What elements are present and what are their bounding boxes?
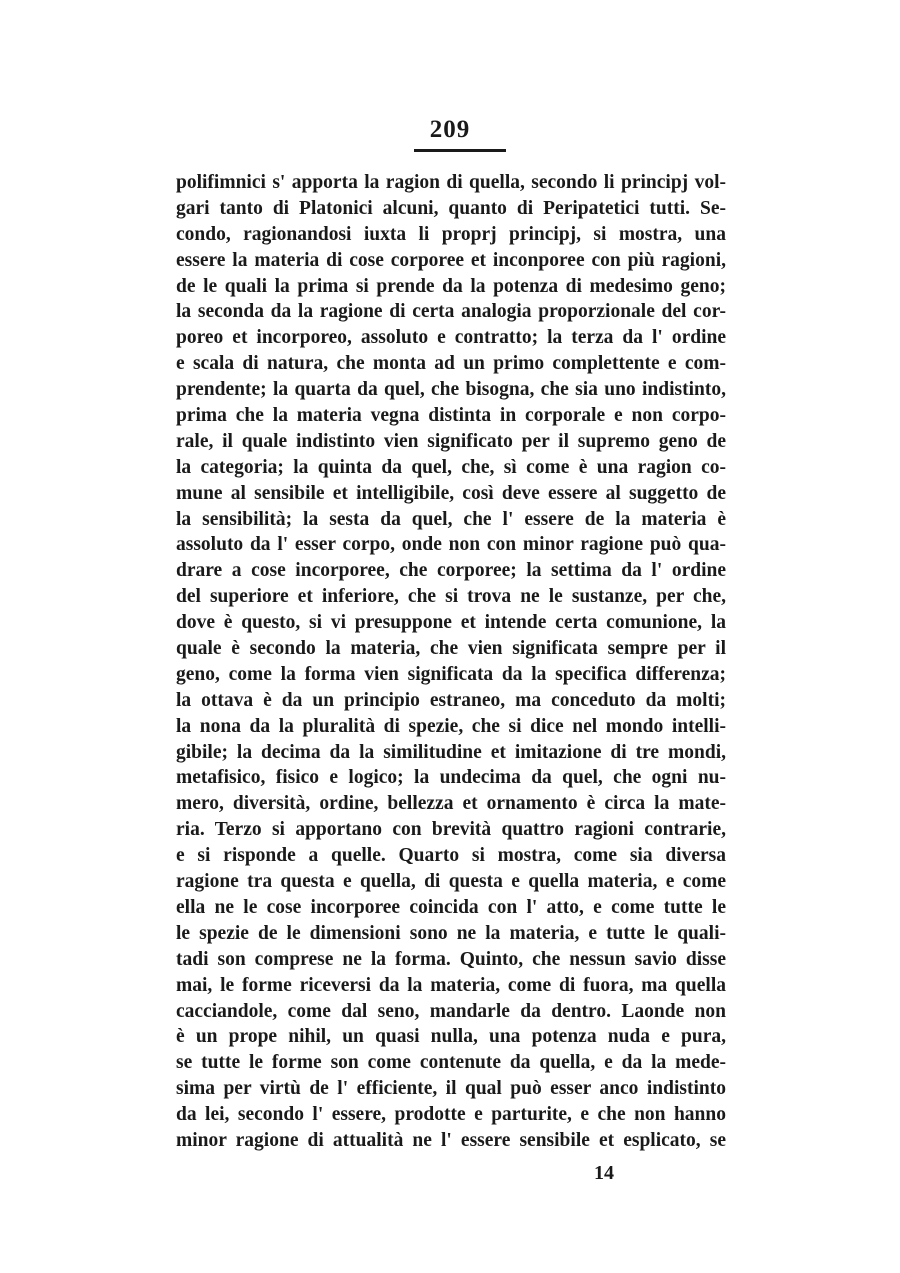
text-line: ella ne le cose incorporee coincida con l' atto, e come tutte le: [176, 896, 726, 918]
text-line: tadi son comprese ne la forma. Quinto, che nessun savio disse: [176, 948, 726, 970]
text-line: dove è questo, si vi presuppone et intende certa comunione, la: [176, 612, 726, 634]
text-line: la categoria; la quinta da quel, che, sì come è una ragion co-: [176, 456, 726, 478]
text-line: mai, le forme riceversi da la materia, come di fuora, ma quella: [176, 974, 726, 996]
text-line: quale è secondo la materia, che vien significata sempre per il: [176, 638, 726, 660]
text-line: prima che la materia vegna distinta in corporale e non corpo-: [176, 405, 726, 427]
text-line: ria. Terzo si apportano con brevità quattro ragioni contrarie,: [176, 819, 726, 841]
body-text: [176, 170, 726, 1154]
text-line: mune al sensibile et intelligibile, così deve essere al suggetto de: [176, 482, 726, 504]
text-line: le spezie de le dimensioni sono ne la materia, e tutte le quali-: [176, 922, 726, 944]
text-line: se tutte le forme son come contenute da quella, e da la mede-: [176, 1052, 726, 1074]
header-rule: [414, 149, 506, 152]
text-line: è un prope nihil, un quasi nulla, una potenza nuda e pura,: [176, 1026, 726, 1048]
text-line: poreo et incorporeo, assoluto e contratto; la terza da l' ordine: [176, 327, 726, 349]
text-line: assoluto da l' esser corpo, onde non con minor ragione può qua-: [176, 534, 726, 556]
text-line: essere la materia di cose corporee et inconporee con più ragioni,: [176, 249, 726, 271]
text-line: gari tanto di Platonici alcuni, quanto di Peripatetici tutti. Se-: [176, 197, 726, 219]
text-line: sima per virtù de l' efficiente, il qual può esser anco indistinto: [176, 1078, 726, 1100]
text-line: mero, diversità, ordine, bellezza et ornamento è circa la mate-: [176, 793, 726, 815]
signature-mark: 14: [594, 1162, 614, 1184]
text-line: del superiore et inferiore, che si trova ne le sustanze, per che,: [176, 586, 726, 608]
text-line: de le quali la prima si prende da la potenza di medesimo geno;: [176, 275, 726, 297]
text-line: geno, come la forma vien significata da la specifica differenza;: [176, 663, 726, 685]
text-line: ragione tra questa e quella, di questa e quella materia, e come: [176, 871, 726, 893]
text-line: da lei, secondo l' essere, prodotte e parturite, e che non hanno: [176, 1104, 726, 1126]
text-line: condo, ragionandosi iuxta li proprj principj, si mostra, una: [176, 223, 726, 245]
text-line: la ottava è da un principio estraneo, ma conceduto da molti;: [176, 689, 726, 711]
text-line: la nona da la pluralità di spezie, che si dice nel mondo intelli-: [176, 715, 726, 737]
text-line: la seconda da la ragione di certa analogia proporzionale del cor-: [176, 301, 726, 323]
text-line: e scala di natura, che monta ad un primo complettente e com-: [176, 353, 726, 375]
text-line: e si risponde a quelle. Quarto si mostra, come sia diversa: [176, 845, 726, 867]
text-line: metafisico, fisico e logico; la undecima da quel, che ogni nu-: [176, 767, 726, 789]
text-line: polifimnici s' apporta la ragion di quella, secondo li principj vol-: [176, 172, 726, 193]
text-line: prendente; la quarta da quel, che bisogna, che sia uno indistinto,: [176, 379, 726, 401]
text-line: cacciandole, come dal seno, mandarle da dentro. Laonde non: [176, 1000, 726, 1022]
text-line: minor ragione di attualità ne l' essere sensibile et esplicato, se: [176, 1129, 726, 1151]
text-line: drare a cose incorporee, che corporee; la settima da l' ordine: [176, 560, 726, 582]
page-number: 209: [429, 116, 471, 143]
text-line: la sensibilità; la sesta da quel, che l' essere de la materia è: [176, 508, 726, 530]
text-line: rale, il quale indistinto vien significato per il supremo geno de: [176, 430, 726, 452]
text-line: gibile; la decima da la similitudine et imitazione di tre mondi,: [176, 741, 726, 763]
